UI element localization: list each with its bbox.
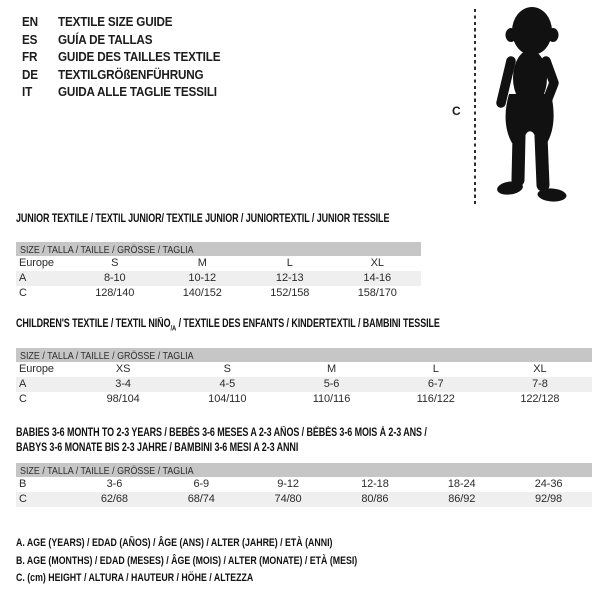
cell-value: 7-8: [532, 378, 548, 391]
cell-value: 104/110: [208, 393, 247, 406]
language-row-it: [22, 83, 220, 101]
cell-value: 92/98: [535, 493, 563, 505]
cell-value: XL: [533, 363, 547, 376]
table-row: [16, 377, 592, 392]
language-label: TEXTILGRÖßENFÜHRUNG: [58, 66, 204, 82]
cell-value: 6-9: [193, 478, 210, 490]
cell-value: L: [432, 363, 439, 376]
row-label: Europe: [19, 257, 54, 269]
language-row-de: [22, 66, 220, 84]
table-row: [16, 286, 421, 301]
language-label: GUÍA DE TALLAS: [58, 31, 153, 47]
table-row: [16, 271, 421, 286]
language-label: GUIDA ALLE TAGLIE TESSILI: [58, 84, 217, 99]
cell-value: 14-16: [363, 272, 392, 284]
cell-value: 158/170: [357, 287, 397, 299]
cell-value: 62/68: [100, 493, 128, 505]
language-code: ES: [22, 31, 38, 47]
cell-value: 86/92: [448, 493, 476, 505]
row-label: C: [19, 493, 27, 505]
cell-value: M: [326, 363, 337, 376]
cell-value: S: [223, 363, 231, 376]
row-label: Europe: [19, 363, 54, 376]
row-label: B: [19, 478, 27, 490]
size-table-body: [16, 256, 421, 301]
size-table-body: [16, 477, 592, 507]
legend-notes: [16, 535, 443, 588]
language-row-es: [22, 31, 220, 49]
row-label: A: [19, 378, 27, 391]
cell-value: 12-18: [361, 478, 389, 490]
cell-value: 3-4: [115, 378, 131, 391]
note-age-years: A. AGE (YEARS) / EDAD (AÑOS) / ÂGE (ANS) / ALTER (JAHRE) / ETÀ (ANNI): [16, 537, 333, 549]
language-list: [22, 13, 220, 101]
cell-value: M: [197, 257, 207, 269]
language-code: IT: [22, 84, 33, 99]
size-table-header: SIZE / TALLA / TAILLE / GRÖSSE / TAGLIA: [16, 463, 592, 477]
table-row: [16, 492, 592, 507]
cell-value: 18-24: [447, 478, 476, 490]
cell-value: 80/86: [361, 493, 389, 505]
language-label: TEXTILE SIZE GUIDE: [58, 14, 173, 29]
note-height-cm: C. (cm) HEIGHT / ALTURA / HAUTEUR / HÖHE / ALTEZZA: [16, 572, 254, 584]
language-code: EN: [22, 14, 38, 29]
cell-value: XL: [370, 257, 384, 269]
cell-value: 10-12: [188, 272, 217, 284]
size-table-header: SIZE / TALLA / TAILLE / GRÖSSE / TAGLIA: [16, 242, 421, 256]
section-junior-textile: [16, 213, 421, 301]
note-age-months: B. AGE (MONTHS) / EDAD (MESES) / ÂGE (MOIS) / ALTER (MONATE) / ETÀ (MESI): [16, 554, 358, 567]
section-babies-textile: [16, 426, 592, 507]
language-label: GUIDE DES TAILLES TEXTILE: [58, 49, 221, 64]
cell-value: 12-13: [275, 272, 304, 284]
baby-silhouette-icon: [482, 4, 576, 206]
cell-value: 122/128: [520, 393, 560, 406]
height-measure-dashed-line: [474, 9, 476, 207]
table-row: [16, 256, 421, 271]
size-table: [16, 348, 592, 407]
cell-value: 24-36: [534, 478, 563, 490]
cell-value: 6-7: [427, 378, 444, 391]
section-title: CHILDREN'S TEXTILE / TEXTIL $NIÑO_{/A}$ / TEXTILE DES ENFANTS / KINDERTEXTIL / BAMBINI TESSILE: [16, 318, 440, 333]
cell-value: 5-6: [323, 378, 340, 391]
cell-value: S: [111, 257, 119, 269]
table-row: [16, 362, 592, 377]
language-code: FR: [22, 49, 38, 64]
cell-value: 8-10: [103, 272, 126, 284]
cell-value: 4-5: [219, 378, 236, 391]
height-measure-label: C: [452, 104, 461, 118]
language-row-fr: [22, 48, 220, 66]
table-row: [16, 392, 592, 407]
section-title: BABIES 3-6 MONTH TO 2-3 YEARS / BEBÉS 3-6 MESES A 2-3 AÑOS / BÉBÉS 3-6 MOIS À 2-3 ANS / BABYS 3-6 MONATE BIS 2-3 JAHRE / BAMBINI 3-6 MESI A 2-3 ANNI: [16, 427, 427, 454]
row-label: C: [19, 287, 27, 299]
size-table-header: SIZE / TALLA / TAILLE / GRÖSSE / TAGLIA: [16, 348, 592, 362]
size-table: [16, 242, 421, 301]
cell-value: 9-12: [277, 478, 299, 490]
table-row: [16, 477, 592, 492]
cell-value: 110/116: [312, 393, 351, 406]
cell-value: 3-6: [106, 478, 123, 490]
language-row-en: [22, 13, 220, 31]
row-label: A: [19, 272, 27, 284]
cell-value: 128/140: [95, 287, 135, 299]
cell-value: 140/152: [182, 287, 222, 299]
size-table: [16, 463, 592, 507]
cell-value: 74/80: [274, 493, 302, 505]
cell-value: L: [286, 257, 293, 269]
cell-value: 116/122: [416, 393, 455, 406]
row-label: C: [19, 393, 27, 406]
size-table-body: [16, 362, 592, 407]
cell-value: 68/74: [187, 493, 215, 505]
section-childrens-textile: [16, 318, 592, 407]
cell-value: 152/158: [270, 287, 310, 299]
language-code: DE: [22, 66, 38, 82]
cell-value: 98/104: [106, 393, 140, 406]
cell-value: XS: [115, 363, 131, 376]
section-title: JUNIOR TEXTILE / TEXTIL JUNIOR/ TEXTILE JUNIOR / JUNIORTEXTIL / JUNIOR TESSILE: [16, 213, 390, 225]
